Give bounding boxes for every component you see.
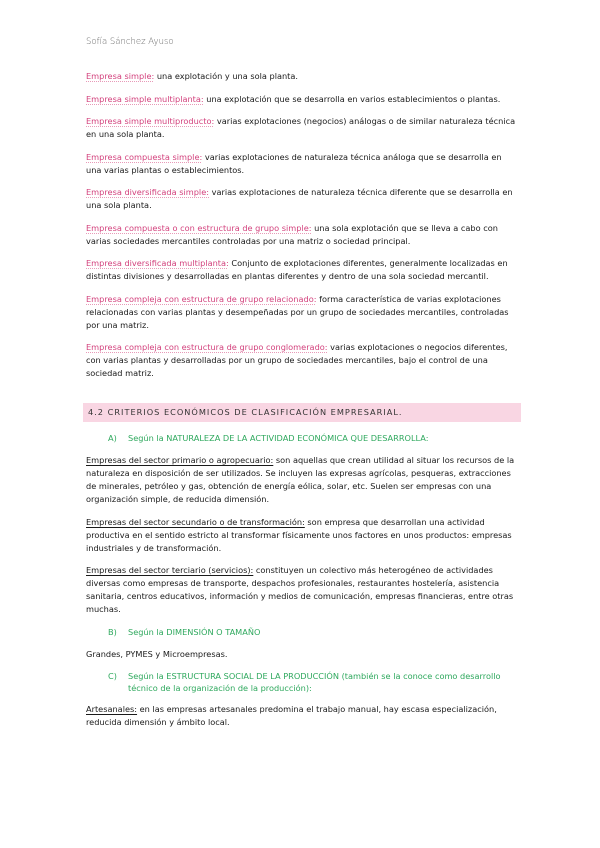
sector-paragraph (86, 454, 518, 506)
sector-text: son empresa que desarrollan una actividad productiva en el sentido estricto al transformar físicamente unos factores en unos productos: empresas industriales y de transformación. (86, 516, 512, 553)
definition-text: una explotación y una sola planta. (154, 71, 298, 81)
definition-term: Empresa compuesta simple: (86, 151, 203, 162)
subsection-c-heading (108, 670, 518, 694)
definition-paragraph (86, 115, 518, 141)
sector-paragraph (86, 564, 518, 616)
sector-term: Empresas del sector primario o agropecuario: (86, 455, 274, 465)
sector-term: Empresas del sector terciario (servicios): (86, 565, 254, 575)
size-paragraph: Grandes, PYMES y Microempresas. (86, 648, 228, 659)
definition-term: Empresa simple multiproducto: (86, 116, 215, 126)
definition-term: Empresa compleja con estructura de grupo relacionado: (86, 293, 317, 304)
definition-paragraph (86, 186, 518, 212)
subsection-a-heading (108, 432, 518, 445)
sector-text: son aquellas que crean utilidad al situar los recursos de la naturaleza en disposición de ser utilizados. Se incluyen las expresas agrícolas, pesqueras, extracciones de minerales, petróleo y gas, obtención de energía eólica, solar, etc. Suelen ser empresas con una organización simple, de reducida dimensión. (86, 455, 515, 504)
definition-paragraph (86, 93, 518, 106)
definition-term: Empresa diversificada simple: (86, 187, 209, 197)
subsection-title: Según la NATURALEZA DE LA ACTIVIDAD ECONÓMICA QUE DESARROLLA: (128, 433, 429, 443)
definition-text: una explotación que se desarrolla en varios establecimientos o plantas. (203, 93, 501, 104)
definition-text: varias explotaciones (negocios) análogas o de similar naturaleza técnica en una sola planta. (86, 116, 516, 139)
definition-term: Empresa diversificada multiplanta: (86, 258, 229, 268)
definition-term: Empresa compuesta o con estructura de grupo simple: (86, 222, 312, 233)
sector-text: constituyen un colectivo más heterogéneo de actividades diversas como empresas de transporte, despachos profesionales, restaurantes hostelería, asistencia sanitaria, centros educativos, información y medios de comunicación, empresas financieras, entre otras muchas. (86, 565, 514, 614)
subsection-label: B) (108, 626, 117, 637)
artesanales-paragraph (86, 703, 518, 729)
definition-text: varias explotaciones de naturaleza técnica diferente que se desarrolla en una sola planta. (86, 187, 513, 210)
definition-paragraph (86, 341, 518, 380)
definition-text: varias explotaciones de naturaleza técnica análoga que se desarrolla en una varias plantas o establecimientos. (86, 151, 502, 175)
definition-paragraph (86, 293, 518, 332)
definition-paragraph (86, 257, 518, 283)
subsection-label: C) (108, 671, 117, 681)
sector-paragraph (86, 516, 518, 555)
subsection-b-heading (108, 626, 518, 639)
document-author: Sofía Sánchez Ayuso (86, 37, 174, 47)
definition-paragraph (86, 70, 518, 83)
section-heading: 4.2 CRITERIOS ECONÓMICOS DE CLASIFICACIÓN EMPRESARIAL. (83, 403, 521, 422)
definition-term: Empresa compleja con estructura de grupo conglomerado: (86, 342, 328, 352)
definition-text: varias explotaciones o negocios diferentes, con varias plantas y desarrolladas por un grupo de sociedades mercantiles, bajo el control de una sociedad matriz. (86, 342, 508, 378)
definition-paragraph (86, 222, 518, 248)
document-body (86, 70, 518, 739)
subsection-title: Según la ESTRUCTURA SOCIAL DE LA PRODUCCIÓN (también se la conoce como desarrollo técnico de la organización de la producción): (128, 671, 501, 693)
definition-text: una sola explotación que se lleva a cabo con varias sociedades mercantiles controladas por una matriz o sociedad principal. (86, 222, 498, 246)
subsection-title: Según la DIMENSIÓN O TAMAÑO (128, 626, 261, 637)
definition-paragraph (86, 151, 518, 177)
definition-text: forma característica de varias explotaciones relacionadas con varias plantas y desempeñadas por un grupo de sociedades mercantiles, controladas por una matriz. (86, 293, 509, 330)
artesanales-text: en las empresas artesanales predomina el trabajo manual, hay escasa especialización, reducida dimensión y ámbito local. (86, 704, 497, 727)
subsection-label: A) (108, 433, 117, 443)
definition-term: Empresa simple multiplanta: (86, 93, 204, 104)
artesanales-term: Artesanales: (86, 704, 138, 714)
definition-term: Empresa simple: (86, 71, 155, 81)
sector-term: Empresas del sector secundario o de transformación: (86, 516, 305, 527)
definition-text: Conjunto de explotaciones diferentes, generalmente localizadas en distintas divisiones y desarrolladas en plantas diferentes y dentro de una sola sociedad mercantil. (86, 258, 508, 281)
